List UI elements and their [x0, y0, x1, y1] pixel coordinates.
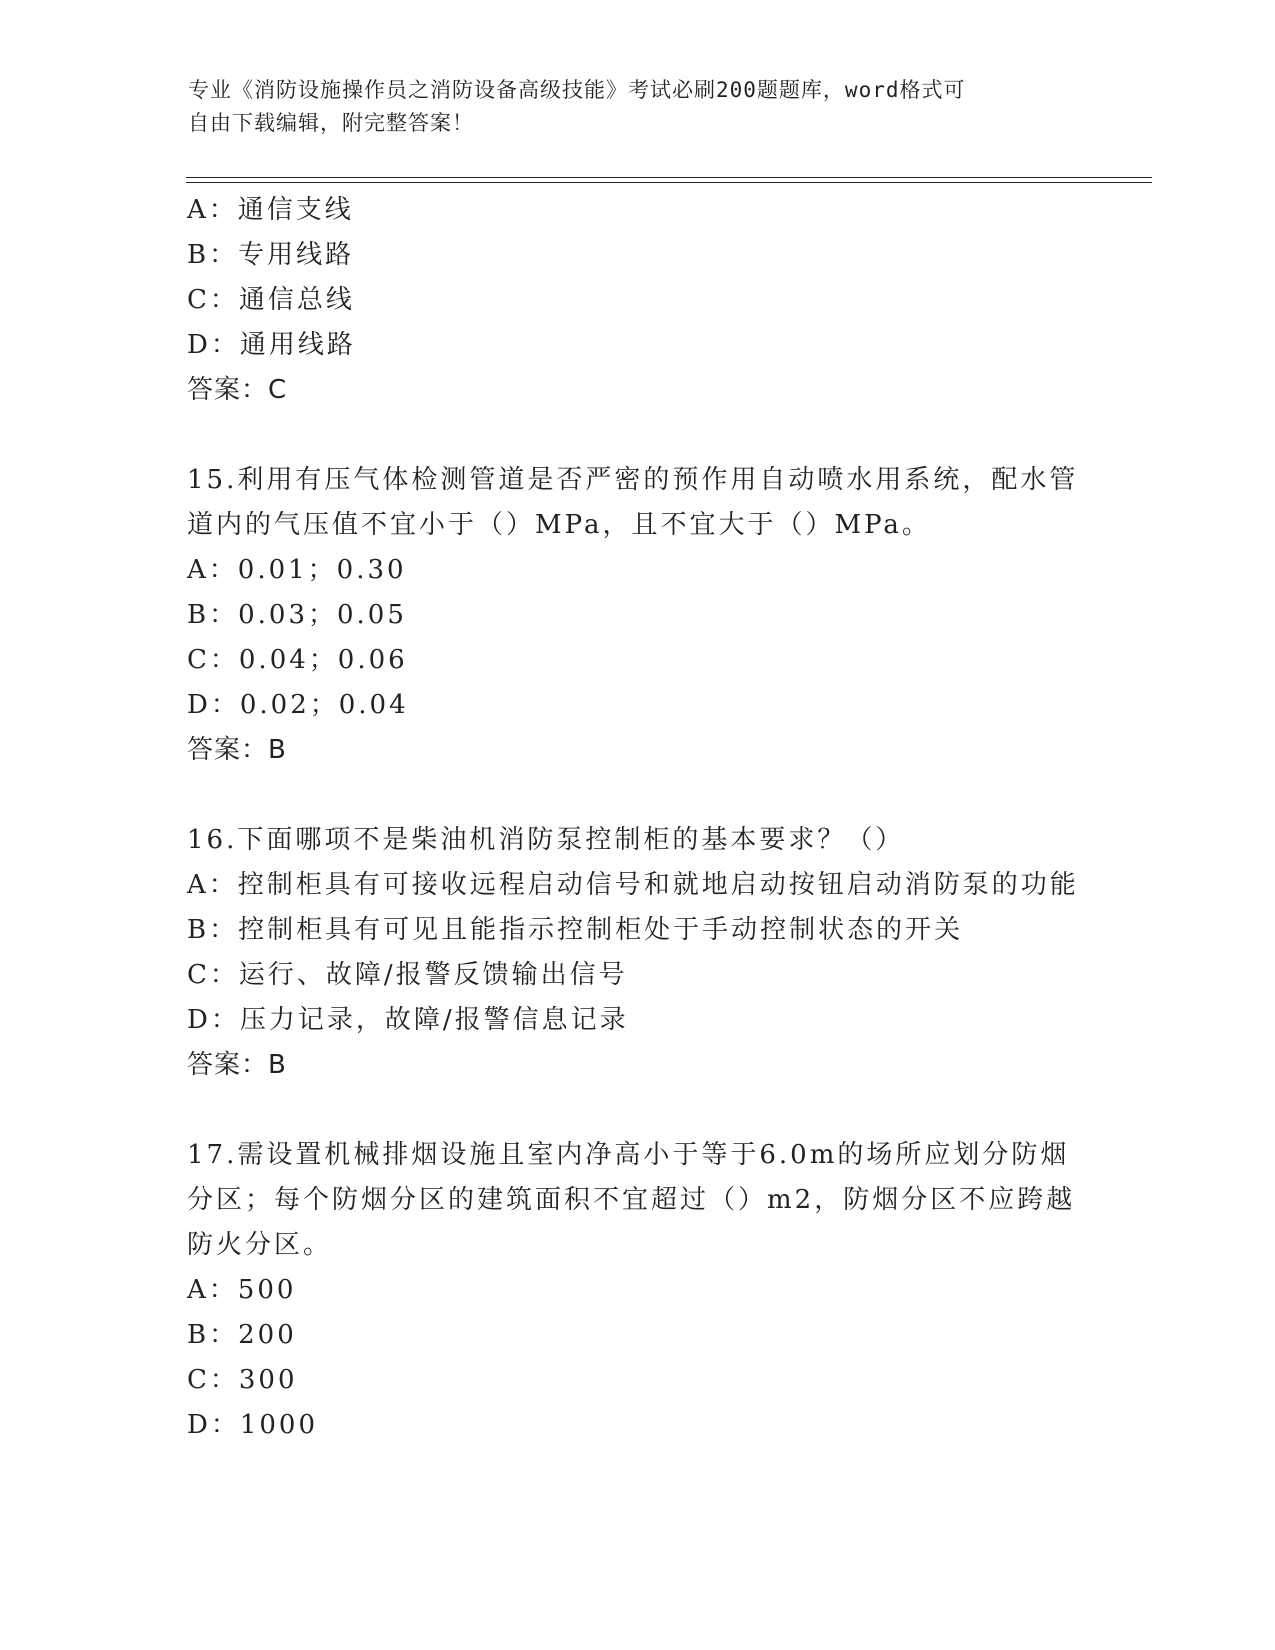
header-line-1: 专业《消防设施操作员之消防设备高级技能》考试必刷200题题库，word格式可	[188, 78, 966, 102]
q17-option-d: D：1000	[187, 1410, 319, 1440]
q16-answer: 答案：B	[187, 1050, 287, 1080]
q17-stem-line-2: 分区；每个防烟分区的建筑面积不宜超过（）m2，防烟分区不应跨越	[187, 1185, 1076, 1215]
q15-stem-line-2: 道内的气压值不宜小于（）MPa，且不宜大于（）MPa。	[187, 510, 931, 540]
q14-option-b: B：专用线路	[187, 240, 355, 270]
q16-option-c: C：运行、故障/报警反馈输出信号	[187, 960, 628, 990]
q14-option-c: C：通信总线	[187, 285, 355, 315]
q15-option-b: B：0.03；0.05	[187, 600, 407, 630]
q17-option-b: B：200	[187, 1320, 297, 1350]
q15-stem-line-1: 15.利用有压气体检测管道是否严密的预作用自动喷水用系统，配水管	[187, 465, 1079, 495]
q16-option-a: A：控制柜具有可接收远程启动信号和就地启动按钮启动消防泵的功能	[187, 870, 1079, 900]
q15-option-c: C：0.04；0.06	[187, 645, 408, 675]
q16-option-b: B：控制柜具有可见且能指示控制柜处于手动控制状态的开关	[187, 915, 964, 945]
q17-stem-line-3: 防火分区。	[187, 1230, 333, 1260]
q15-option-d: D：0.02；0.04	[187, 690, 409, 720]
q17-option-a: A：500	[187, 1275, 297, 1305]
q14-option-d: D：通用线路	[187, 330, 356, 360]
q14-option-a: A：通信支线	[187, 195, 354, 225]
q16-stem-line-1: 16.下面哪项不是柴油机消防泵控制柜的基本要求？（）	[187, 825, 905, 855]
q15-answer: 答案：B	[187, 735, 287, 765]
q17-stem-line-1: 17.需设置机械排烟设施且室内净高小于等于6.0m的场所应划分防烟	[187, 1140, 1070, 1170]
document-header	[188, 74, 1088, 140]
q17-option-c: C：300	[187, 1365, 298, 1395]
q14-answer: 答案：C	[187, 375, 288, 405]
q16-option-d: D：压力记录，故障/报警信息记录	[187, 1005, 629, 1035]
header-line-2: 自由下载编辑，附完整答案！	[188, 111, 474, 135]
header-divider-top	[186, 177, 1152, 178]
q15-option-a: A：0.01；0.30	[187, 555, 407, 585]
header-divider-bottom	[186, 182, 1152, 183]
